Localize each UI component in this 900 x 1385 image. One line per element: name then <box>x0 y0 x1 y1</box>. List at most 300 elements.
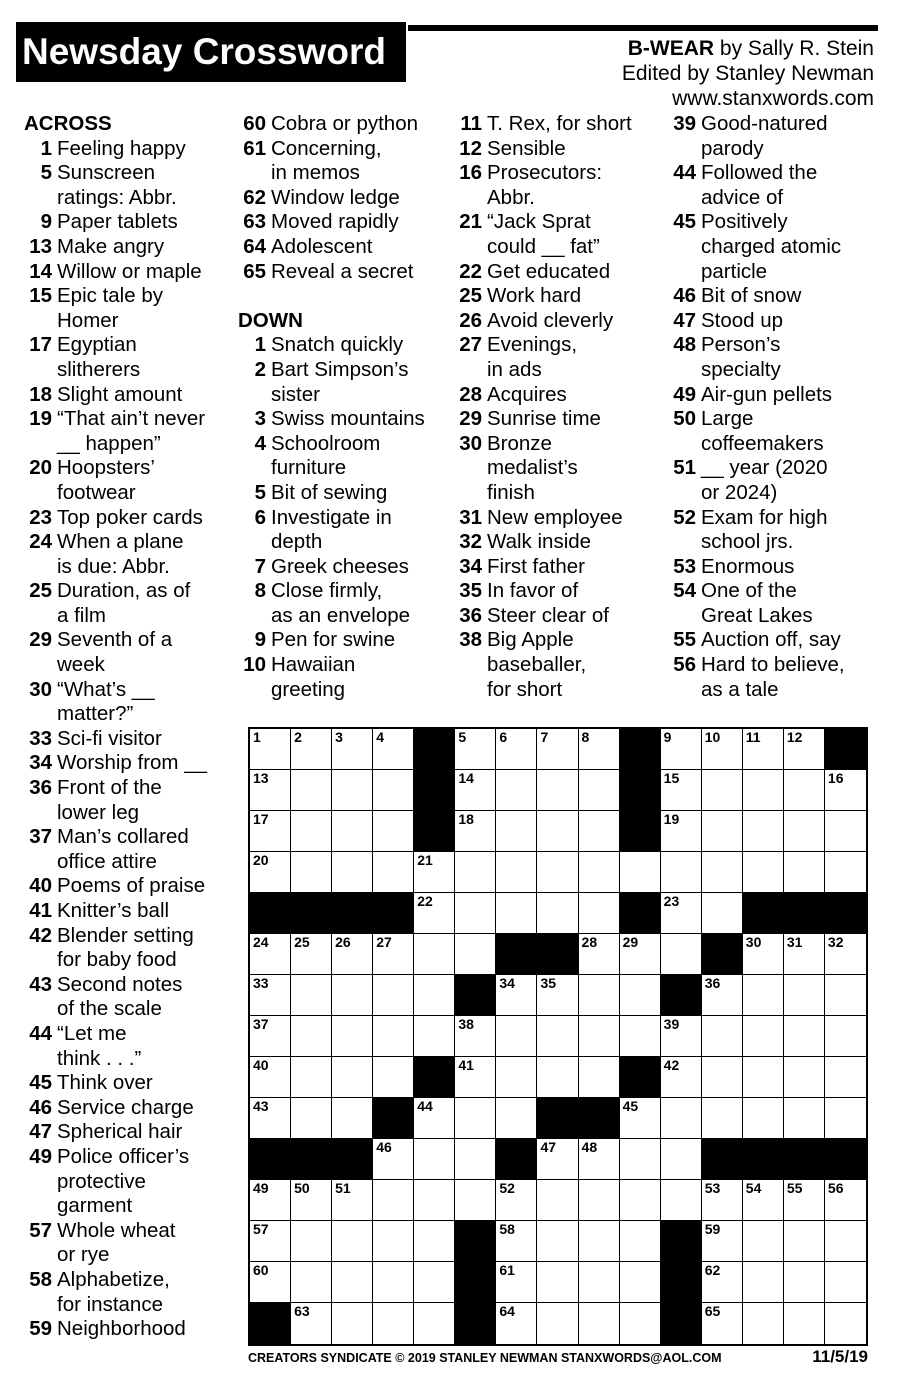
grid-cell[interactable] <box>332 852 373 893</box>
grid-cell[interactable] <box>661 852 702 893</box>
grid-cell[interactable] <box>743 729 784 770</box>
black-square <box>414 729 455 770</box>
grid-cell[interactable] <box>373 770 414 811</box>
down-clue-25 <box>454 284 632 309</box>
grid-cell[interactable] <box>414 893 455 934</box>
clue-text: advice of <box>701 185 784 209</box>
cell-number: 34 <box>499 975 515 991</box>
clue-text: Window ledge <box>271 185 400 209</box>
grid-cell[interactable] <box>496 729 537 770</box>
grid-cell[interactable] <box>373 1139 414 1180</box>
grid-cell[interactable] <box>743 1221 784 1262</box>
down-clue-50 <box>668 407 845 456</box>
grid-cell[interactable] <box>455 729 496 770</box>
clue-text: greeting <box>271 677 346 701</box>
grid-cell[interactable] <box>702 1098 743 1139</box>
grid-cell[interactable] <box>496 770 537 811</box>
grid-cell[interactable] <box>537 1016 578 1057</box>
grid-cell[interactable] <box>496 975 537 1016</box>
clue-text: Spherical hair <box>57 1120 183 1144</box>
grid-cell[interactable] <box>332 1057 373 1098</box>
grid-cell[interactable] <box>373 852 414 893</box>
grid-cell[interactable] <box>702 811 743 852</box>
grid-cell[interactable] <box>579 1139 620 1180</box>
down-clue-39 <box>668 112 845 161</box>
grid-cell[interactable] <box>579 1262 620 1303</box>
grid-cell[interactable] <box>784 975 825 1016</box>
across-clue-17 <box>24 333 207 382</box>
grid-cell[interactable] <box>250 811 291 852</box>
grid-cell[interactable] <box>825 770 866 811</box>
grid-cell[interactable] <box>825 811 866 852</box>
grid-cell[interactable] <box>825 1221 866 1262</box>
clue-number: 26 <box>459 308 482 332</box>
grid-cell[interactable] <box>579 1180 620 1221</box>
across-clue-24 <box>24 530 207 579</box>
grid-cell[interactable] <box>250 934 291 975</box>
grid-cell[interactable] <box>496 1262 537 1303</box>
grid-cell[interactable] <box>250 1016 291 1057</box>
grid-cell[interactable] <box>620 1139 661 1180</box>
black-square <box>661 1262 702 1303</box>
grid-cell[interactable] <box>414 1139 455 1180</box>
black-square <box>661 1221 702 1262</box>
clue-text: sister <box>271 382 320 406</box>
grid-cell[interactable] <box>455 1139 496 1180</box>
grid-cell[interactable] <box>291 975 332 1016</box>
down-heading: DOWN <box>238 308 303 332</box>
grid-cell[interactable] <box>702 729 743 770</box>
grid-cell[interactable] <box>332 934 373 975</box>
grid-cell[interactable] <box>455 1098 496 1139</box>
grid-cell[interactable] <box>373 1262 414 1303</box>
grid-cell[interactable] <box>496 852 537 893</box>
down-clue-31 <box>454 506 632 531</box>
clue-number: 51 <box>673 456 696 480</box>
grid-cell[interactable] <box>702 1221 743 1262</box>
grid-cell[interactable] <box>414 852 455 893</box>
grid-cell[interactable] <box>291 934 332 975</box>
grid-cell[interactable] <box>291 729 332 770</box>
across-clue-46 <box>24 1096 207 1121</box>
grid-cell[interactable] <box>661 770 702 811</box>
across-clue-23 <box>24 506 207 531</box>
grid-cell[interactable] <box>743 975 784 1016</box>
grid-cell[interactable] <box>825 1057 866 1098</box>
grid-cell[interactable] <box>496 1180 537 1221</box>
grid-cell[interactable] <box>332 1262 373 1303</box>
clue-text: baseballer, <box>487 653 587 677</box>
clue-number: 38 <box>459 628 482 652</box>
grid-cell[interactable] <box>455 893 496 934</box>
grid-cell[interactable] <box>537 852 578 893</box>
grid-cell[interactable] <box>743 934 784 975</box>
grid-cell[interactable] <box>620 1180 661 1221</box>
clue-number: 16 <box>459 161 482 185</box>
grid-cell[interactable] <box>702 1016 743 1057</box>
grid-cell[interactable] <box>373 1221 414 1262</box>
grid-cell[interactable] <box>332 729 373 770</box>
clue-text: Abbr. <box>487 185 535 209</box>
grid-cell[interactable] <box>455 934 496 975</box>
clue-text: Whole wheat <box>57 1218 176 1242</box>
website: www.stanxwords.com <box>672 87 874 110</box>
grid-cell[interactable] <box>661 1057 702 1098</box>
grid-cell[interactable] <box>414 1303 455 1344</box>
grid-cell[interactable] <box>455 811 496 852</box>
across-clue-15 <box>24 284 207 333</box>
grid-cell[interactable] <box>537 1180 578 1221</box>
grid-cell[interactable] <box>250 1098 291 1139</box>
grid-cell[interactable] <box>332 1303 373 1344</box>
down-clue-29 <box>454 407 632 432</box>
across-clue-40 <box>24 874 207 899</box>
grid-cell[interactable] <box>579 729 620 770</box>
grid-cell[interactable] <box>784 1262 825 1303</box>
grid-cell[interactable] <box>825 1180 866 1221</box>
grid-cell[interactable] <box>620 934 661 975</box>
cell-number: 25 <box>294 934 310 950</box>
grid-cell[interactable] <box>332 1016 373 1057</box>
clue-number: 54 <box>673 579 696 603</box>
grid-cell[interactable] <box>496 1016 537 1057</box>
grid-cell[interactable] <box>250 975 291 1016</box>
clue-text: a film <box>57 603 106 627</box>
cell-number: 27 <box>376 934 392 950</box>
grid-cell[interactable] <box>661 1098 702 1139</box>
grid-cell[interactable] <box>579 893 620 934</box>
clue-text: parody <box>701 136 764 160</box>
grid-cell[interactable] <box>537 893 578 934</box>
grid-cell[interactable] <box>579 1221 620 1262</box>
clue-text: Think over <box>57 1071 153 1095</box>
grid-cell[interactable] <box>537 811 578 852</box>
down-clue-38 <box>454 628 632 702</box>
grid-cell[interactable] <box>496 1221 537 1262</box>
black-square <box>414 811 455 852</box>
down-clue-49 <box>668 383 845 408</box>
grid-cell[interactable] <box>414 1098 455 1139</box>
clue-number: 25 <box>459 284 482 308</box>
clue-number: 47 <box>673 308 696 332</box>
grid-cell[interactable] <box>250 1180 291 1221</box>
grid-cell[interactable] <box>702 770 743 811</box>
clue-text: Evenings, <box>487 333 578 357</box>
grid-cell[interactable] <box>455 770 496 811</box>
grid-cell[interactable] <box>661 1016 702 1057</box>
clue-text: Close firmly, <box>271 579 383 603</box>
grid-cell[interactable] <box>784 811 825 852</box>
grid-cell[interactable] <box>579 1057 620 1098</box>
black-square <box>620 729 661 770</box>
black-square <box>332 1139 373 1180</box>
grid-cell[interactable] <box>332 1180 373 1221</box>
across-clue-9 <box>24 210 207 235</box>
down-clue-35 <box>454 579 632 604</box>
grid-cell[interactable] <box>332 811 373 852</box>
cell-number: 58 <box>499 1221 515 1237</box>
grid-cell[interactable] <box>373 975 414 1016</box>
grid-cell[interactable] <box>743 770 784 811</box>
black-square <box>825 893 866 934</box>
grid-cell[interactable] <box>250 729 291 770</box>
grid-cell[interactable] <box>414 1262 455 1303</box>
grid-cell[interactable] <box>373 811 414 852</box>
clue-column-4 <box>668 112 845 702</box>
clue-number: 22 <box>459 259 482 283</box>
clue-number: 36 <box>459 603 482 627</box>
grid-cell[interactable] <box>291 811 332 852</box>
grid-cell[interactable] <box>825 934 866 975</box>
clue-text: Blender setting <box>57 923 194 947</box>
grid-cell[interactable] <box>414 1180 455 1221</box>
grid-cell[interactable] <box>291 1221 332 1262</box>
clue-number: 32 <box>459 530 482 554</box>
grid-cell[interactable] <box>455 852 496 893</box>
grid-cell[interactable] <box>373 1057 414 1098</box>
grid-cell[interactable] <box>373 729 414 770</box>
grid-cell[interactable] <box>743 1057 784 1098</box>
clue-number: 48 <box>673 333 696 357</box>
grid-cell[interactable] <box>579 934 620 975</box>
grid-cell[interactable] <box>743 1303 784 1344</box>
grid-cell[interactable] <box>291 1016 332 1057</box>
clue-text: Avoid cleverly <box>487 308 614 332</box>
grid-cell[interactable] <box>784 852 825 893</box>
grid-cell[interactable] <box>455 1180 496 1221</box>
black-square <box>414 770 455 811</box>
grid-cell[interactable] <box>455 1057 496 1098</box>
grid-cell[interactable] <box>661 934 702 975</box>
grid-cell[interactable] <box>784 770 825 811</box>
grid-cell[interactable] <box>373 1180 414 1221</box>
cell-number: 53 <box>704 1180 721 1196</box>
grid-cell[interactable] <box>825 1098 866 1139</box>
grid-cell[interactable] <box>825 1016 866 1057</box>
grid-cell[interactable] <box>291 1262 332 1303</box>
grid-cell[interactable] <box>537 975 578 1016</box>
grid-cell[interactable] <box>291 1057 332 1098</box>
clue-text: Exam for high <box>701 505 828 529</box>
grid-cell[interactable] <box>332 1221 373 1262</box>
grid-cell[interactable] <box>784 1016 825 1057</box>
clue-text: Greek cheeses <box>271 554 409 578</box>
across-clue-13 <box>24 235 207 260</box>
grid-cell[interactable] <box>373 934 414 975</box>
grid-cell[interactable] <box>702 1057 743 1098</box>
down-clue-55 <box>668 628 845 653</box>
grid-cell[interactable] <box>373 1303 414 1344</box>
grid-cell[interactable] <box>743 1262 784 1303</box>
black-square <box>784 1139 825 1180</box>
grid-cell[interactable] <box>620 1262 661 1303</box>
grid-cell[interactable] <box>661 893 702 934</box>
clue-text: Hawaiian <box>271 653 356 677</box>
grid-cell[interactable] <box>743 852 784 893</box>
down-clue-44 <box>668 161 845 210</box>
grid-cell[interactable] <box>702 975 743 1016</box>
black-square <box>332 893 373 934</box>
grid-cell[interactable] <box>784 1180 825 1221</box>
cell-number: 6 <box>499 729 508 745</box>
grid-cell[interactable] <box>537 770 578 811</box>
grid-cell[interactable] <box>291 770 332 811</box>
grid-cell[interactable] <box>455 1016 496 1057</box>
grid-cell[interactable] <box>743 811 784 852</box>
cell-number: 48 <box>581 1139 598 1155</box>
clue-number: 1 <box>40 136 52 160</box>
grid-cell[interactable] <box>784 1303 825 1344</box>
grid-cell[interactable] <box>825 1262 866 1303</box>
down-clue-30 <box>454 432 632 506</box>
grid-cell[interactable] <box>579 811 620 852</box>
grid-cell[interactable] <box>661 1180 702 1221</box>
grid-cell[interactable] <box>537 1262 578 1303</box>
clue-number: 52 <box>673 505 696 529</box>
grid-cell[interactable] <box>620 1221 661 1262</box>
clue-number: 18 <box>29 382 52 406</box>
clue-text: Willow or maple <box>57 259 202 283</box>
clue-text: coffeemakers <box>701 431 824 455</box>
grid-cell[interactable] <box>250 852 291 893</box>
grid-cell[interactable] <box>414 1221 455 1262</box>
cell-number: 30 <box>745 934 762 950</box>
grid-cell[interactable] <box>537 1303 578 1344</box>
clue-number: 5 <box>40 161 52 185</box>
grid-cell[interactable] <box>620 1016 661 1057</box>
clue-text: Bronze <box>487 431 552 455</box>
grid-cell[interactable] <box>825 1303 866 1344</box>
grid-cell[interactable] <box>332 770 373 811</box>
grid-cell[interactable] <box>496 1303 537 1344</box>
grid-cell[interactable] <box>414 934 455 975</box>
grid-cell[interactable] <box>250 1221 291 1262</box>
grid-cell[interactable] <box>414 1016 455 1057</box>
grid-cell[interactable] <box>661 1139 702 1180</box>
grid-cell[interactable] <box>496 1098 537 1139</box>
grid-cell[interactable] <box>702 1180 743 1221</box>
grid-cell[interactable] <box>784 729 825 770</box>
clue-text: Homer <box>57 308 119 332</box>
down-clue-45 <box>668 210 845 284</box>
grid-cell[interactable] <box>579 852 620 893</box>
black-square <box>496 934 537 975</box>
down-clue-28 <box>454 383 632 408</box>
grid-cell[interactable] <box>250 770 291 811</box>
grid-cell[interactable] <box>620 975 661 1016</box>
down-clue-9 <box>238 628 425 653</box>
clue-number: 60 <box>243 112 266 135</box>
clue-number: 58 <box>29 1267 52 1291</box>
grid-cell[interactable] <box>332 1098 373 1139</box>
grid-cell[interactable] <box>291 1303 332 1344</box>
grid-cell[interactable] <box>784 1057 825 1098</box>
grid-cell[interactable] <box>661 811 702 852</box>
clue-text: Steer clear of <box>487 603 609 627</box>
grid-cell[interactable] <box>537 1139 578 1180</box>
clue-text: Investigate in <box>271 505 392 529</box>
black-square <box>455 1303 496 1344</box>
clue-text: Duration, as of <box>57 579 191 603</box>
cell-number: 39 <box>663 1016 680 1032</box>
grid-cell[interactable] <box>291 1180 332 1221</box>
clue-text: for baby food <box>57 948 177 972</box>
grid-cell[interactable] <box>250 1262 291 1303</box>
across-clue-42 <box>24 924 207 973</box>
clue-text: Stood up <box>701 308 784 332</box>
grid-cell[interactable] <box>620 1098 661 1139</box>
grid-cell[interactable] <box>825 975 866 1016</box>
grid-cell[interactable] <box>702 1303 743 1344</box>
grid-cell[interactable] <box>825 852 866 893</box>
down-clue-47 <box>668 309 845 334</box>
black-square <box>455 1262 496 1303</box>
grid-cell[interactable] <box>702 1262 743 1303</box>
grid-cell[interactable] <box>579 1016 620 1057</box>
grid-cell[interactable] <box>332 975 373 1016</box>
clue-number: 23 <box>29 505 52 529</box>
clue-text: In favor of <box>487 579 579 603</box>
crossword-grid <box>248 727 868 1346</box>
grid-cell[interactable] <box>743 1016 784 1057</box>
grid-cell[interactable] <box>250 1057 291 1098</box>
grid-cell[interactable] <box>743 1180 784 1221</box>
down-clue-4 <box>238 432 425 481</box>
grid-cell[interactable] <box>537 729 578 770</box>
clue-text: Seventh of a <box>57 628 173 652</box>
black-square <box>250 893 291 934</box>
grid-cell[interactable] <box>579 1303 620 1344</box>
grid-cell[interactable] <box>620 1303 661 1344</box>
clue-number: 33 <box>29 726 52 750</box>
clue-number: 44 <box>29 1021 52 1045</box>
black-square <box>661 1303 702 1344</box>
cell-number: 31 <box>786 934 803 950</box>
grid-cell[interactable] <box>784 1221 825 1262</box>
grid-cell[interactable] <box>579 770 620 811</box>
clue-number: 3 <box>254 407 266 431</box>
cell-number: 9 <box>663 729 672 745</box>
clue-number: 49 <box>673 382 696 406</box>
grid-cell[interactable] <box>620 852 661 893</box>
cell-number: 38 <box>458 1016 474 1032</box>
grid-cell[interactable] <box>373 1016 414 1057</box>
clue-text: in ads <box>487 357 542 381</box>
grid-cell[interactable] <box>579 975 620 1016</box>
grid-cell[interactable] <box>784 934 825 975</box>
grid-cell[interactable] <box>496 811 537 852</box>
clue-text: Hoopsters’ <box>57 456 155 480</box>
grid-cell[interactable] <box>496 893 537 934</box>
grid-cell[interactable] <box>784 1098 825 1139</box>
grid-cell[interactable] <box>661 729 702 770</box>
grid-cell[interactable] <box>496 1057 537 1098</box>
down-clue-12 <box>454 137 632 162</box>
clue-number: 46 <box>29 1095 52 1119</box>
grid-cell[interactable] <box>702 893 743 934</box>
byline <box>622 36 874 111</box>
grid-cell[interactable] <box>702 852 743 893</box>
grid-cell[interactable] <box>743 1098 784 1139</box>
footer-date: 11/5/19 <box>812 1347 868 1366</box>
grid-cell[interactable] <box>291 852 332 893</box>
grid-cell[interactable] <box>291 1098 332 1139</box>
down-clue-26 <box>454 309 632 334</box>
grid-cell[interactable] <box>537 1221 578 1262</box>
grid-cell[interactable] <box>414 975 455 1016</box>
grid-cell[interactable] <box>537 1057 578 1098</box>
cell-number: 1 <box>253 729 261 745</box>
